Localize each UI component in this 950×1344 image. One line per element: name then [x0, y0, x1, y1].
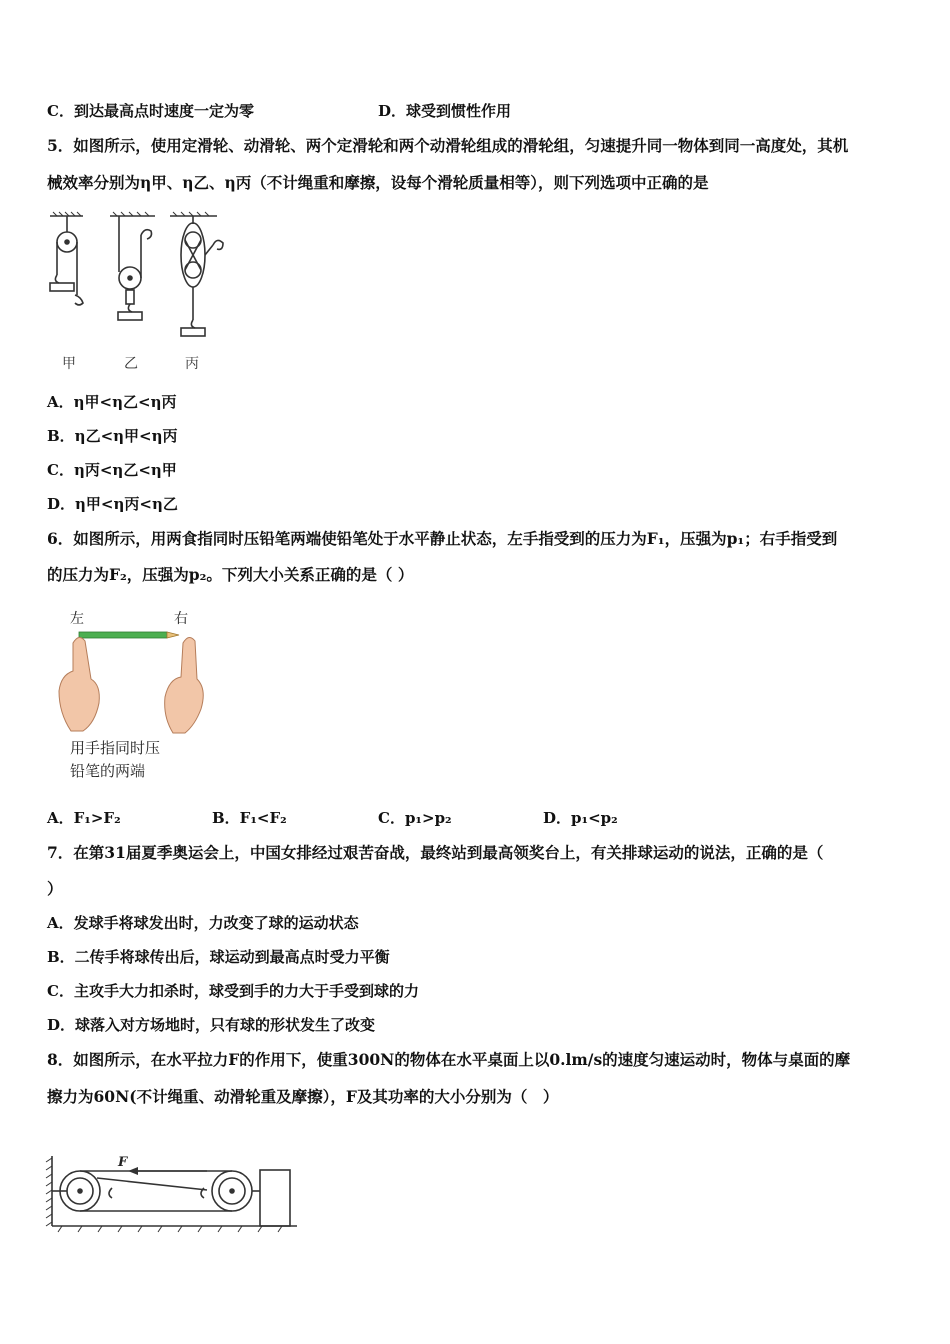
figure-caption-line1: 用手指同时压 — [70, 739, 161, 757]
q6-stem-line1: 6．如图所示，用两食指同时压铅笔两端使铅笔处于水平静止状态，左手指受到的压力为F₁，压强为p₁；右手指受到 — [47, 529, 838, 548]
q6-option-a: A．F₁>F₂ — [47, 809, 121, 827]
q7-option-d: D．球落入对方场地时，只有球的形状发生了改变 — [47, 1016, 376, 1034]
figure-label-jia: 甲 — [62, 356, 76, 372]
q7-option-a: A．发球手将球发出时，力改变了球的运动状态 — [47, 914, 359, 932]
q6-option-d: D．p₁<p₂ — [543, 809, 618, 827]
q7-option-c: C．主攻手大力扣杀时，球受到手的力大于手受到球的力 — [47, 982, 419, 1000]
q5-stem-line2: 械效率分别为η甲、η乙、η丙（不计绳重和摩擦，设每个滑轮质量相等），则下列选项中正确的是 — [47, 173, 709, 192]
q8-stem-line2: 擦力为60N(不计绳重、动滑轮重及摩擦），F及其功率的大小分别为（ ） — [47, 1087, 559, 1106]
figure-caption-line2: 铅笔的两端 — [70, 762, 146, 780]
figure-label-right: 右 — [174, 611, 188, 627]
q6-option-b: B．F₁<F₂ — [212, 809, 287, 827]
q4-option-d: D．球受到惯性作用 — [378, 102, 512, 120]
pulley-table-figure — [42, 1148, 302, 1238]
q4-option-c: C．到达最高点时速度一定为零 — [47, 102, 254, 120]
q7-stem-line1: 7．在第31届夏季奥运会上，中国女排经过艰苦奋战，最终站到最高领奖台上，有关排球运动的说法，正确的是（ — [47, 843, 824, 862]
q5-stem-line1: 5．如图所示，使用定滑轮、动滑轮、两个定滑轮和两个动滑轮组成的滑轮组，匀速提升同一物体到同一高度处，其机 — [47, 136, 849, 155]
q6-option-c: C．p₁>p₂ — [378, 809, 452, 827]
force-label: F — [118, 1155, 128, 1170]
q6-stem-line2: 的压力为F₂，压强为p₂。下列大小关系正确的是（ ） — [47, 565, 414, 584]
q5-option-b: B．η乙<η甲<η丙 — [47, 427, 178, 445]
q5-option-d: D．η甲<η丙<η乙 — [47, 495, 178, 513]
pencil-hands-figure — [55, 625, 205, 735]
figure-label-left: 左 — [70, 611, 84, 627]
q7-stem-line2: ） — [47, 879, 63, 898]
q5-option-a: A．η甲<η乙<η丙 — [47, 393, 177, 411]
figure-label-yi: 乙 — [124, 356, 138, 372]
figure-label-bing: 丙 — [185, 356, 199, 372]
q8-stem-line1: 8．如图所示，在水平拉力F的作用下，使重300N的物体在水平桌面上以0.lm/s的速度匀速运动时，物体与桌面的摩 — [47, 1050, 851, 1069]
q5-option-c: C．η丙<η乙<η甲 — [47, 461, 177, 479]
pulley-figure — [45, 210, 230, 375]
q7-option-b: B．二传手将球传出后，球运动到最高点时受力平衡 — [47, 948, 390, 966]
